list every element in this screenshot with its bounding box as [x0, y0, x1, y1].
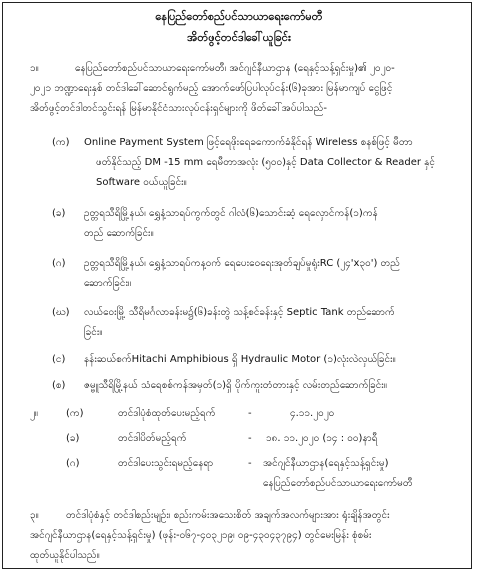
- item-ga-line-2: ဆောက်ခြင်း။: [84, 278, 132, 289]
- schedule-row-1-value: ၄.၁၁.၂၀၂၀: [290, 408, 335, 419]
- schedule-row-3-value-2: နေပြည်တော်စည်ပင်သာယာရေးကော်မတီ: [263, 478, 413, 489]
- item-gha-line-1: လယ်ဝေးမြို့ သီရိမင်္ဂလာခန်းမ၌(၆)ခန်းတွဲ သန့်စင်ခန်းနှင့် Septic Tank တည်ဆောက်: [84, 307, 395, 318]
- section-3-number: ၃။: [30, 510, 39, 521]
- schedule-row-2-name: တင်ဒါပိတ်မည့်ရက်: [118, 433, 187, 444]
- footer-line-2: အင်ဂျင်နီယာဌာန(ရေနှင့်သန့်ရှင်းမှု) (ဖုန်း-၀၆၇-၄၀၃၂၁၉၊ ၀၉-၄၃၀၄၃၇၉၄) တွင်မေးမြန်း စုံစမ်း: [30, 530, 372, 541]
- item-kha-line-2: တည် ဆောက်ခြင်း။: [84, 228, 154, 239]
- item-ga-label: (ဂ): [52, 258, 66, 269]
- item-gha-label: (ဃ): [52, 307, 70, 318]
- item-sa-label: (စ): [52, 380, 66, 391]
- item-nga-label: (င): [52, 354, 66, 365]
- item-ka-line-2: ဖတ်နိုင်သည့် DM -15 mm ရေမီတာအလုံး (၅၀၀)နှင့် Data Collector & Reader နှင့်: [96, 157, 435, 168]
- item-ka-label: (က): [52, 137, 70, 148]
- section-2-number: ၂။: [30, 408, 38, 419]
- item-gha-line-2: ခြင်း။: [84, 327, 103, 338]
- schedule-row-3-dash: -: [248, 458, 252, 469]
- intro-line-2: ၂၀၂၁ ဘဏ္ဍာရေးနှစ် တင်ဒါခေါ်ဆောင်ရွက်မည့် အောက်ဖော်ပြပါလုပ်ငန်း(၆)ခုအား မြန်မာကျပ် ငွေဖြင့်: [30, 83, 393, 94]
- notice-title: နေပြည်တော်စည်ပင်သာယာရေးကော်မတီ: [155, 10, 323, 23]
- schedule-row-2-label: (ခ): [66, 433, 80, 444]
- item-kha-label: (ခ): [52, 208, 66, 219]
- schedule-row-3-value: အင်ဂျင်နီယာဌာန(ရေနှင့်သန့်ရှင်းမှု): [263, 458, 389, 469]
- schedule-row-1-dash: -: [248, 408, 252, 419]
- item-sa-line-1: ဇမ္ဗူသီရိမြို့နယ် သံရေစစ်ကန်အမှတ်(၁)ရှိ ပိုက်ကူးတံတားနှင့် လမ်းတည်ဆောက်ခြင်း။: [84, 380, 387, 391]
- item-kha-line-1: ဥတ္တရသီရိမြို့နယ်၊ ရွှေနံ့သာရပ်ကွက်တွင် ဂါလံ(၆)သောင်းဆံ့ ရေလှောင်ကန်(၁)ကန်: [84, 208, 378, 219]
- schedule-row-3-label: (ဂ): [66, 458, 80, 469]
- item-ga-line-1: ဥတ္တရသီရိမြို့နယ်၊ ရွှေနံ့သာရပ်ကန့၀က် ရေပေးဝေရေးအုတ်ချပ်မှုရုံးRC (၂၄'x၃၀') တည်: [84, 258, 400, 269]
- footer-line-3: ထုတ်ယူနိုင်ပါသည်။: [30, 550, 100, 561]
- intro-line-1: နေပြည်တော်စည်ပင်သာယာရေးကော်မတီ၊ အင်ဂျင်နီယာဌာန (ရေနှင့်သန့်ရှင်းမှု)၏ ၂၀၂၀-: [75, 63, 395, 74]
- schedule-row-1-label: (က): [66, 408, 84, 419]
- item-nga-line-1: နန်းဆယ်စက်Hitachi Amphibious ရှိ Hydraulic Motor (၁)လုံးလဲလှယ်ခြင်း။: [84, 354, 396, 365]
- section-1-number: ၁။: [30, 63, 39, 74]
- item-ka-line-1: Online Payment System ဖြင့်ရေဖိုးရေခကောက်ခံနိုင်ရန် Wireless စနစ်ဖြင့် မီတာ: [84, 137, 413, 148]
- item-ka-line-3: Software ဝယ်ယူခြင်း။: [96, 177, 187, 188]
- schedule-row-1-name: တင်ဒါပုံစံထုတ်ပေးမည့်ရက်: [118, 408, 216, 419]
- schedule-row-2-dash: -: [248, 433, 252, 444]
- intro-line-3: အိတ်ဖွင့်တင်ဒါတင်သွင်းရန် မြန်မာနိုင်ငံသားလုပ်ငန်းရှင်များကို ဖိတ်ခေါ်အပ်ပါသည်-: [30, 103, 327, 114]
- notice-subtitle: အိတ်ဖွင့်တင်ဒါခေါ်ယူခြင်း: [187, 31, 291, 44]
- footer-line-1: တင်ဒါပုံစံနှင့် တင်ဒါစည်းမျဉ်း၊ စည်းကမ်းအသေးစိတ် အချက်အလက်များအား ရုံးချိန်အတွင်း: [66, 510, 390, 521]
- schedule-row-3-name: တင်ဒါပေးသွင်းရမည့်နေရာ: [118, 458, 214, 469]
- schedule-row-2-value: ၁၈. ၁၁.၂၀၂၀ (၁၄ : ၀၀)နာရီ: [266, 433, 378, 444]
